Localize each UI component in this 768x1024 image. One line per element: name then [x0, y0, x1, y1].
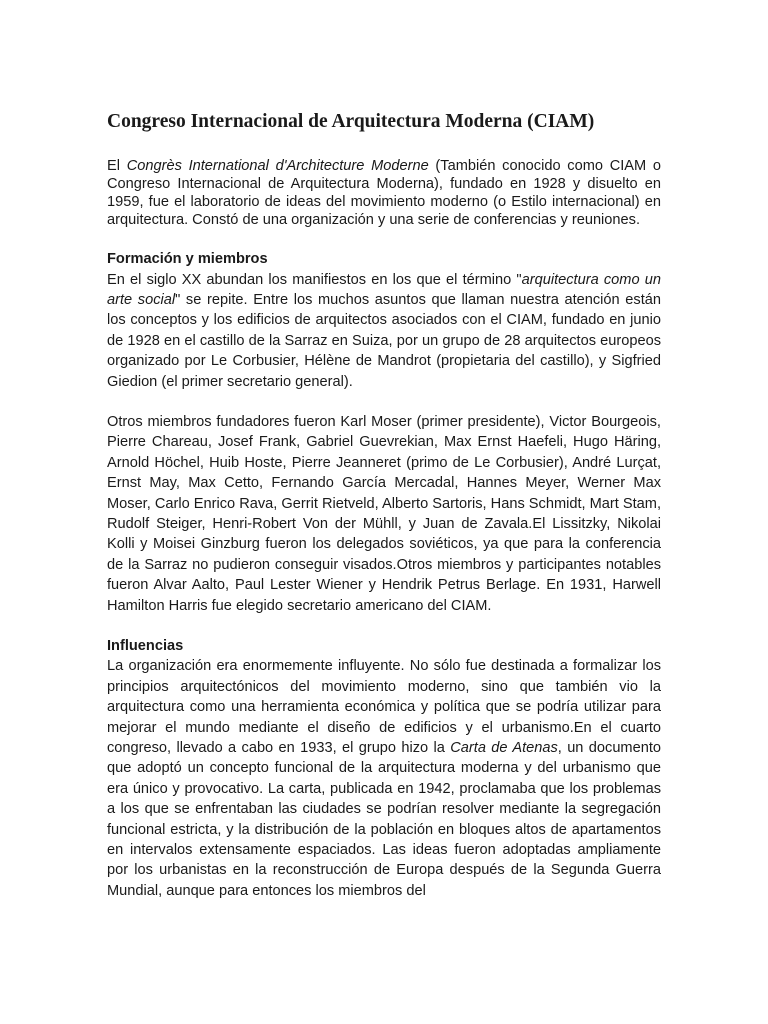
intro-text-start: El: [107, 158, 127, 175]
intro-paragraph: [107, 157, 661, 229]
intro-italic-name: Congrès International d'Architecture Moderne: [126, 158, 429, 175]
document-page: [107, 110, 661, 901]
formacion-p1-start: En el siglo XX abundan los manifiestos en los que el término ": [107, 271, 522, 288]
influencias-p1-start: La organización era enormemente influyente. No sólo fue destinada a formalizar los principios arquitectónicos del movimiento moderno, sino que también vio la arquitectura como una herramienta económica y política que se podría utilizar para mejorar el mundo mediante el diseño de edificios y el urbanismo.En el cuarto congreso, llevado a cabo en 1933, el grupo hizo la: [107, 658, 661, 756]
formacion-paragraph-2: Otros miembros fundadores fueron Karl Moser (primer presidente), Victor Bourgeois, Pierre Chareau, Josef Frank, Gabriel Guevrekian, Max Ernst Haefeli, Hugo Häring, Arnold Höchel, Huib Hoste, Pierre Jeanneret (primo de Le Corbusier), André Lurçat, Ernst May, Max Cetto, Fernando García Mercadal, Hannes Meyer, Werner Max Moser, Carlo Enrico Rava, Gerrit Rietveld, Alberto Sartoris, Hans Schmidt, Mart Stam, Rudolf Steiger, Henri-Robert Von der Mühll, y Juan de Zavala.El Lissitzky, Nikolai Kolli y Moisei Ginzburg fueron los delegados soviéticos, ya que para la conferencia de la Sarraz no pudieron conseguir visados.Otros miembros y participantes notables fueron Alvar Aalto, Paul Lester Wiener y Hendrik Petrus Berlage. En 1931, Harwell Hamilton Harris fue elegido secretario americano del CIAM.: [107, 414, 661, 614]
section-heading-formacion: Formación y miembros: [107, 251, 268, 268]
influencias-paragraph-1: [107, 656, 661, 901]
section-heading-influencias: Influencias: [107, 638, 184, 655]
influencias-p1-rest: , un documento que adoptó un concepto funcional de la arquitectura moderna y del urbanismo que era único y provocativo. La carta, publicada en 1942, proclamaba que los problemas a los que se enfrentaban las ciudades se podrían resolver mediante la segregación funcional estricta, y la distribución de la población en bloques altos de apartamentos en intervalos extensamente espaciados. Las ideas fueron adoptadas ampliamente por los urbanistas en la reconstrucción de Europa después de la Segunda Guerra Mundial, aunque para entonces los miembros del: [107, 739, 661, 899]
formacion-p1-italic: arquitectura como un arte social: [107, 271, 661, 308]
influencias-p1-italic: Carta de Atenas: [450, 739, 558, 756]
formacion-p1-rest: " se repite. Entre los muchos asuntos que llaman nuestra atención están los conceptos y los edificios de arquitectos asociados con el CIAM, fundado en junio de 1928 en el castillo de la Sarraz en Suiza, por un grupo de 28 arquitectos europeos organizado por Le Corbusier, Hélène de Mandrot (propietaria del castillo), y Sigfried Giedion (el primer secretario general).: [107, 292, 661, 390]
intro-text-rest: (También conocido como CIAM o Congreso Internacional de Arquitectura Moderna), fundado en 1928 y disuelto en 1959, fue el laboratorio de ideas del movimiento moderno (o Estilo internacional) en arquitectura. Constó de una organización y una serie de conferencias y reuniones.: [107, 158, 662, 229]
formacion-paragraph-1: [107, 270, 661, 392]
document-title: Congreso Internacional de Arquitectura Moderna (CIAM): [107, 111, 595, 132]
